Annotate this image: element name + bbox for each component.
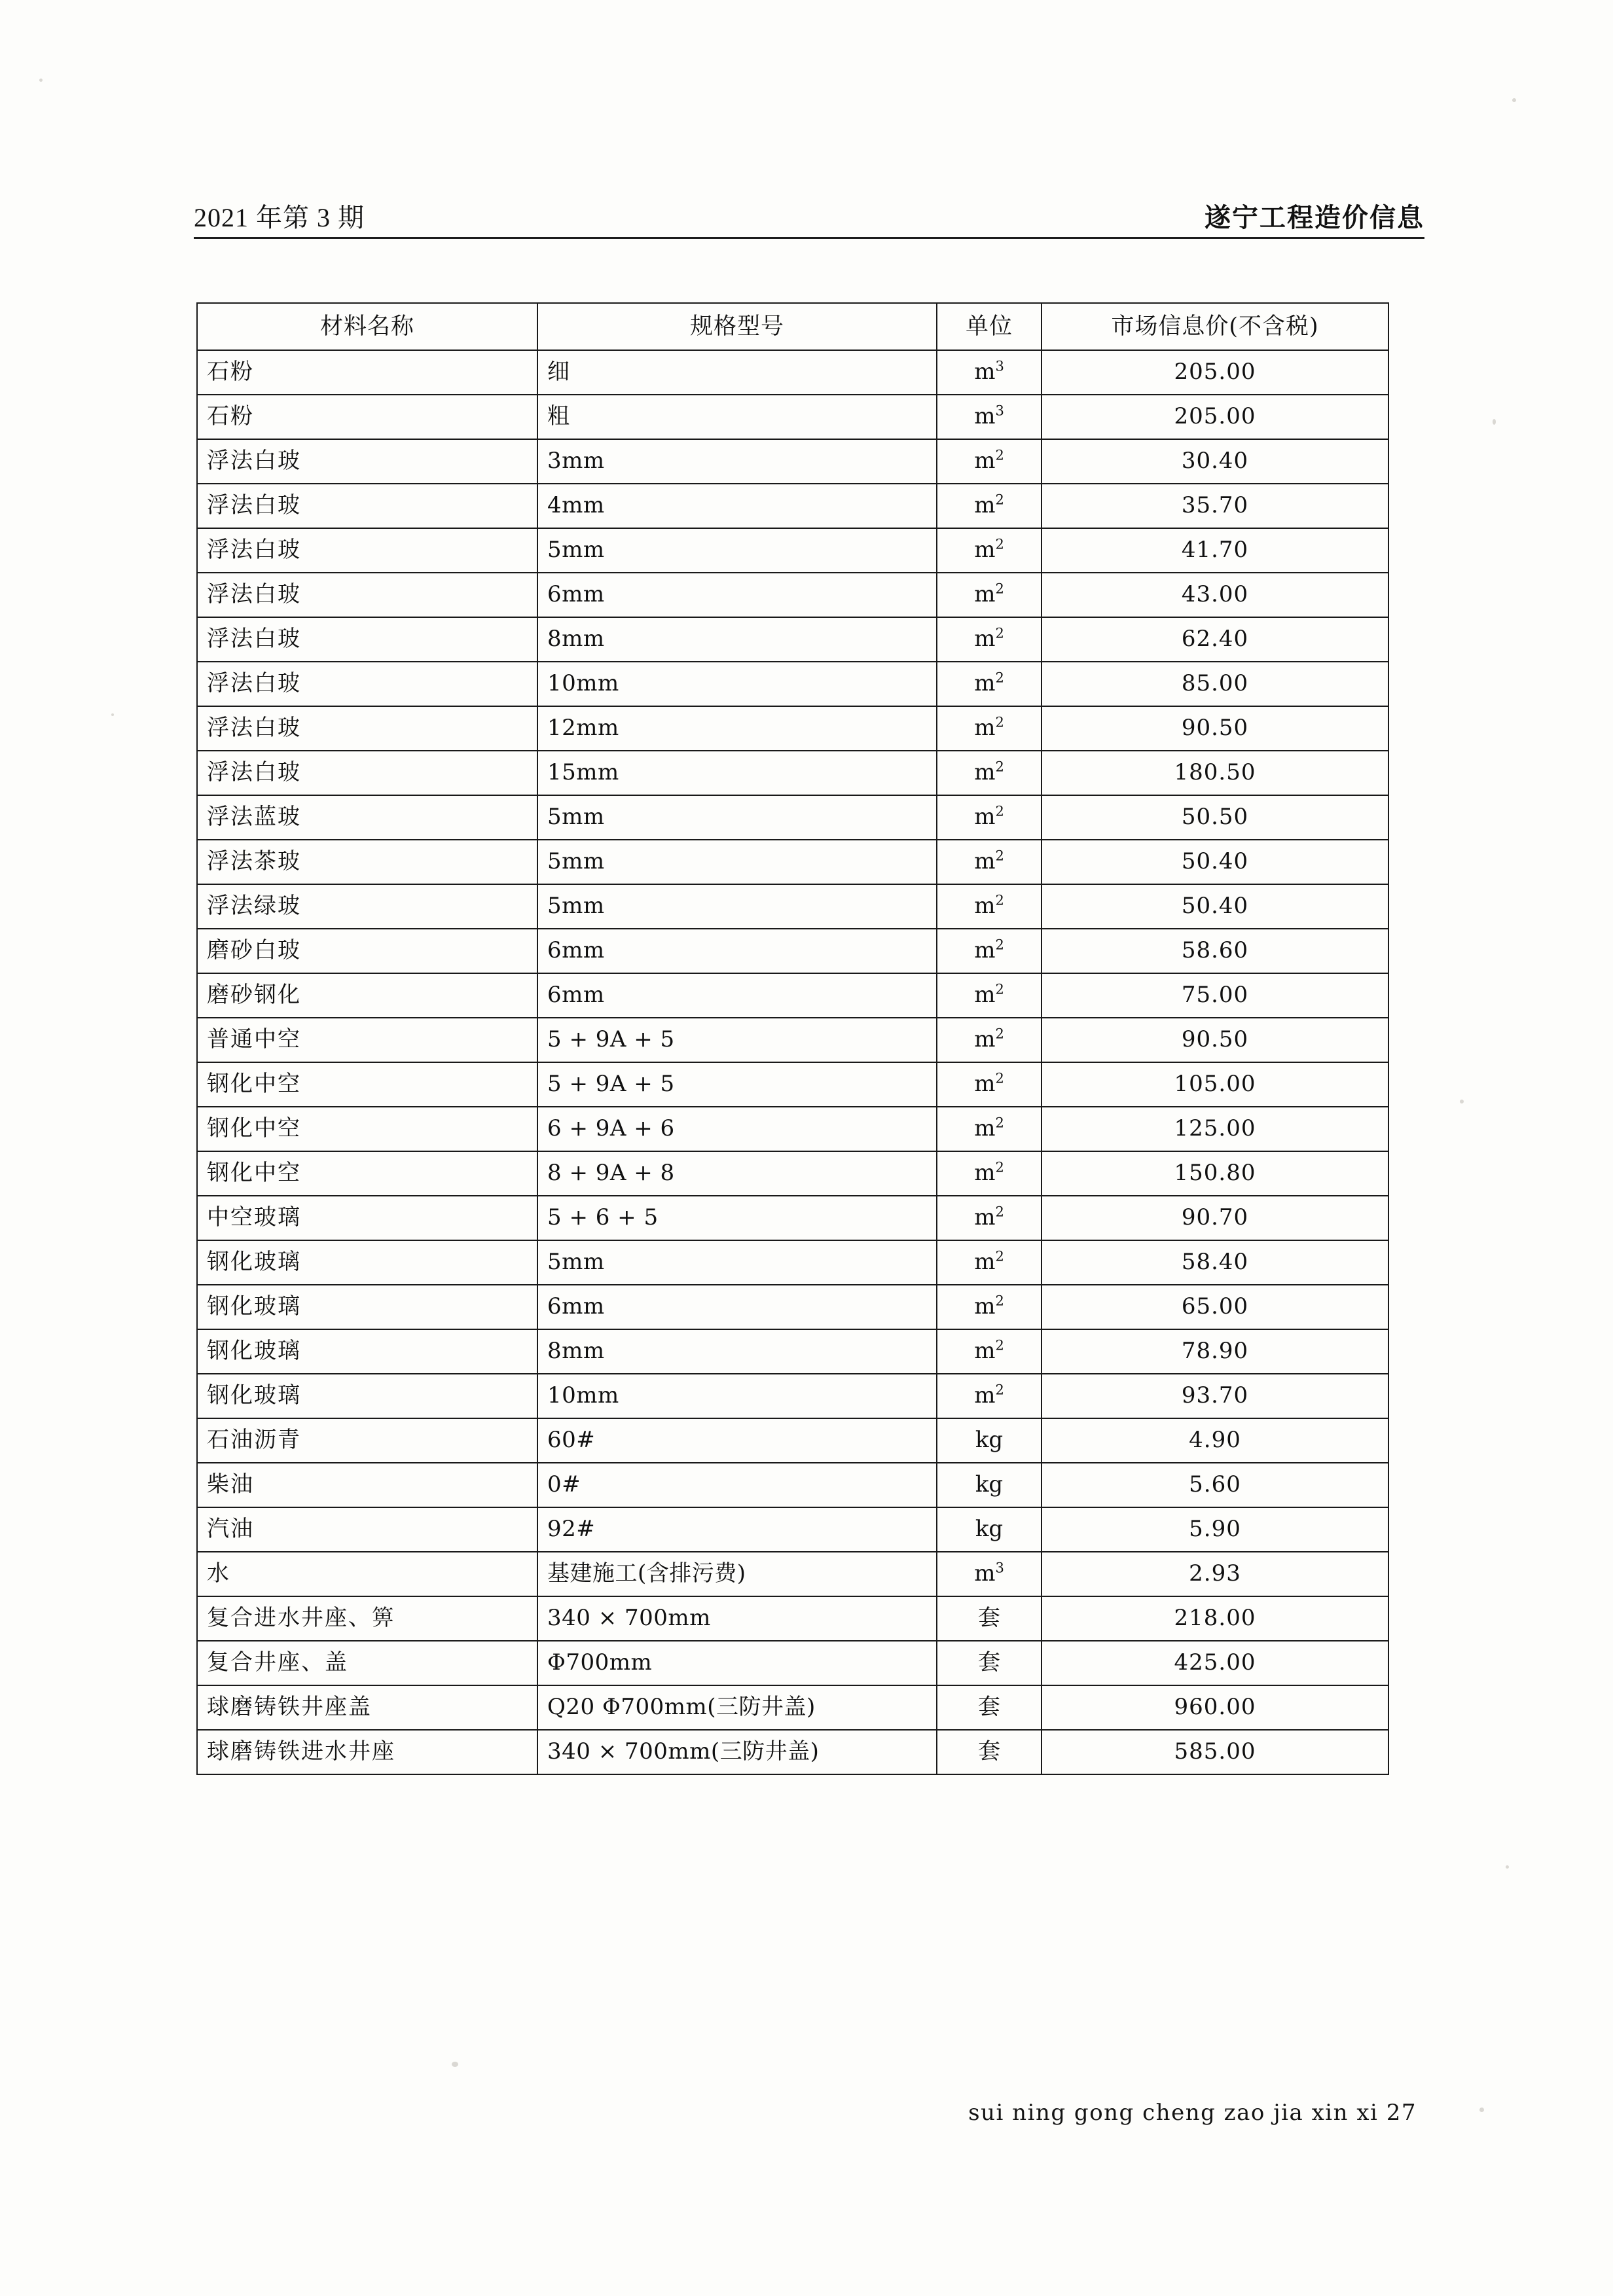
cell-material-name: 浮法白玻 xyxy=(197,751,537,795)
price-table xyxy=(196,302,1389,1775)
cell-unit: $m^3$ xyxy=(937,350,1042,395)
cell-material-name: 石粉 xyxy=(197,395,537,439)
cell-material-name: 球磨铸铁井座盖 xyxy=(197,1685,537,1730)
column-header-spec: 规格型号 xyxy=(537,303,937,350)
table-row xyxy=(197,706,1388,751)
cell-unit: $m^2$ xyxy=(937,662,1042,706)
unit-exponent: 2 xyxy=(995,1115,1004,1131)
table-row xyxy=(197,1685,1388,1730)
table-row xyxy=(197,395,1388,439)
cell-price: 35.70 xyxy=(1042,484,1388,528)
cell-specification: 15mm xyxy=(537,751,937,795)
cell-unit: kg xyxy=(937,1418,1042,1463)
table-row xyxy=(197,528,1388,573)
cell-material-name: 石油沥青 xyxy=(197,1418,537,1463)
table-row xyxy=(197,1151,1388,1196)
cell-price: 93.70 xyxy=(1042,1374,1388,1418)
cell-material-name: 普通中空 xyxy=(197,1018,537,1062)
unit-exponent: 2 xyxy=(995,536,1004,552)
cell-unit: 套 xyxy=(937,1596,1042,1641)
cell-price: 50.40 xyxy=(1042,840,1388,884)
cell-material-name: 磨砂钢化 xyxy=(197,973,537,1018)
cell-unit: $m^2$ xyxy=(937,1329,1042,1374)
scan-speck xyxy=(1493,419,1496,425)
cell-specification: 8mm xyxy=(537,617,937,662)
cell-unit: $m^2$ xyxy=(937,1285,1042,1329)
table-row xyxy=(197,1418,1388,1463)
unit-exponent: 2 xyxy=(995,981,1004,997)
cell-specification: 0# xyxy=(537,1463,937,1507)
table-row xyxy=(197,1730,1388,1774)
unit-exponent: 2 xyxy=(995,1204,1004,1220)
cell-material-name: 浮法白玻 xyxy=(197,439,537,484)
unit-exponent: 2 xyxy=(995,1159,1004,1175)
cell-unit: $m^2$ xyxy=(937,573,1042,617)
unit-exponent: 2 xyxy=(995,848,1004,864)
cell-material-name: 汽油 xyxy=(197,1507,537,1552)
cell-price: 180.50 xyxy=(1042,751,1388,795)
table-row xyxy=(197,573,1388,617)
unit-exponent: 3 xyxy=(995,358,1004,374)
unit-exponent: 2 xyxy=(995,1293,1004,1309)
table-row xyxy=(197,884,1388,929)
table-row xyxy=(197,1374,1388,1418)
cell-price: 90.70 xyxy=(1042,1196,1388,1240)
cell-specification: 5mm xyxy=(537,840,937,884)
unit-exponent: 2 xyxy=(995,892,1004,908)
cell-material-name: 浮法蓝玻 xyxy=(197,795,537,840)
table-row xyxy=(197,1596,1388,1641)
cell-material-name: 浮法白玻 xyxy=(197,706,537,751)
table-row xyxy=(197,350,1388,395)
cell-material-name: 球磨铸铁进水井座 xyxy=(197,1730,537,1774)
cell-price: 5.60 xyxy=(1042,1463,1388,1507)
cell-material-name: 钢化玻璃 xyxy=(197,1285,537,1329)
table-row xyxy=(197,1240,1388,1285)
cell-specification: 6mm xyxy=(537,1285,937,1329)
table-row xyxy=(197,1018,1388,1062)
cell-unit: $m^2$ xyxy=(937,795,1042,840)
scan-speck xyxy=(1512,98,1516,102)
cell-material-name: 石粉 xyxy=(197,350,537,395)
column-header-unit: 单位 xyxy=(937,303,1042,350)
cell-specification: 5mm xyxy=(537,1240,937,1285)
cell-unit: $m^2$ xyxy=(937,840,1042,884)
cell-specification: 10mm xyxy=(537,662,937,706)
cell-price: 58.40 xyxy=(1042,1240,1388,1285)
table-row xyxy=(197,929,1388,973)
price-table-wrapper xyxy=(196,302,1388,1775)
cell-unit: 套 xyxy=(937,1685,1042,1730)
unit-exponent: 2 xyxy=(995,1026,1004,1042)
cell-unit: 套 xyxy=(937,1641,1042,1685)
cell-specification: 5mm xyxy=(537,884,937,929)
cell-specification: 340 × 700mm(三防井盖) xyxy=(537,1730,937,1774)
cell-unit: $m^2$ xyxy=(937,528,1042,573)
cell-material-name: 浮法白玻 xyxy=(197,484,537,528)
cell-unit: $m^2$ xyxy=(937,617,1042,662)
cell-price: 30.40 xyxy=(1042,439,1388,484)
cell-specification: 6 + 9A + 6 xyxy=(537,1107,937,1151)
table-row xyxy=(197,1552,1388,1596)
unit-exponent: 2 xyxy=(995,937,1004,953)
column-header-name: 材料名称 xyxy=(197,303,537,350)
cell-unit: $m^2$ xyxy=(937,751,1042,795)
column-header-price: 市场信息价(不含税) xyxy=(1042,303,1388,350)
unit-exponent: 3 xyxy=(995,1560,1004,1576)
cell-unit: $m^2$ xyxy=(937,1107,1042,1151)
cell-unit: $m^2$ xyxy=(937,439,1042,484)
cell-price: 62.40 xyxy=(1042,617,1388,662)
unit-exponent: 2 xyxy=(995,1382,1004,1398)
cell-price: 425.00 xyxy=(1042,1641,1388,1685)
cell-price: 960.00 xyxy=(1042,1685,1388,1730)
cell-specification: 3mm xyxy=(537,439,937,484)
cell-price: 41.70 xyxy=(1042,528,1388,573)
cell-unit: $m^2$ xyxy=(937,1151,1042,1196)
cell-price: 43.00 xyxy=(1042,573,1388,617)
cell-material-name: 水 xyxy=(197,1552,537,1596)
cell-material-name: 浮法白玻 xyxy=(197,573,537,617)
cell-unit: $m^2$ xyxy=(937,1018,1042,1062)
cell-material-name: 浮法茶玻 xyxy=(197,840,537,884)
cell-unit: $m^2$ xyxy=(937,929,1042,973)
table-row xyxy=(197,439,1388,484)
cell-price: 585.00 xyxy=(1042,1730,1388,1774)
cell-specification: 基建施工(含排污费) xyxy=(537,1552,937,1596)
unit-exponent: 2 xyxy=(995,447,1004,463)
cell-unit: kg xyxy=(937,1507,1042,1552)
cell-specification: 340 × 700mm xyxy=(537,1596,937,1641)
cell-specification: 6mm xyxy=(537,573,937,617)
cell-price: 150.80 xyxy=(1042,1151,1388,1196)
cell-material-name: 磨砂白玻 xyxy=(197,929,537,973)
cell-unit: $m^2$ xyxy=(937,706,1042,751)
table-row xyxy=(197,1329,1388,1374)
cell-specification: 10mm xyxy=(537,1374,937,1418)
cell-material-name: 复合进水井座、箅 xyxy=(197,1596,537,1641)
cell-unit: $m^2$ xyxy=(937,1240,1042,1285)
cell-specification: 60# xyxy=(537,1418,937,1463)
table-row xyxy=(197,1107,1388,1151)
cell-specification: 5 + 9A + 5 xyxy=(537,1018,937,1062)
cell-material-name: 复合井座、盖 xyxy=(197,1641,537,1685)
cell-price: 2.93 xyxy=(1042,1552,1388,1596)
cell-price: 78.90 xyxy=(1042,1329,1388,1374)
cell-specification: 8 + 9A + 8 xyxy=(537,1151,937,1196)
cell-material-name: 柴油 xyxy=(197,1463,537,1507)
cell-price: 5.90 xyxy=(1042,1507,1388,1552)
cell-unit: kg xyxy=(937,1463,1042,1507)
table-body xyxy=(197,350,1388,1774)
cell-specification: 6mm xyxy=(537,973,937,1018)
cell-specification: Q20 Φ700mm(三防井盖) xyxy=(537,1685,937,1730)
cell-material-name: 钢化中空 xyxy=(197,1151,537,1196)
scan-speck xyxy=(111,713,114,716)
cell-unit: $m^3$ xyxy=(937,1552,1042,1596)
scan-speck xyxy=(39,79,43,82)
cell-specification: 5 + 6 + 5 xyxy=(537,1196,937,1240)
table-row xyxy=(197,484,1388,528)
unit-exponent: 2 xyxy=(995,714,1004,730)
table-row xyxy=(197,617,1388,662)
scan-speck xyxy=(452,2062,458,2067)
cell-specification: 粗 xyxy=(537,395,937,439)
unit-exponent: 2 xyxy=(995,625,1004,641)
cell-unit: $m^3$ xyxy=(937,395,1042,439)
table-row xyxy=(197,840,1388,884)
cell-price: 105.00 xyxy=(1042,1062,1388,1107)
cell-specification: 5mm xyxy=(537,795,937,840)
cell-material-name: 浮法白玻 xyxy=(197,662,537,706)
unit-exponent: 3 xyxy=(995,403,1004,419)
cell-material-name: 浮法白玻 xyxy=(197,528,537,573)
cell-price: 218.00 xyxy=(1042,1596,1388,1641)
cell-specification: 12mm xyxy=(537,706,937,751)
cell-material-name: 钢化玻璃 xyxy=(197,1240,537,1285)
cell-price: 58.60 xyxy=(1042,929,1388,973)
cell-price: 50.40 xyxy=(1042,884,1388,929)
unit-exponent: 2 xyxy=(995,492,1004,508)
unit-exponent: 2 xyxy=(995,1070,1004,1086)
cell-specification: 5mm xyxy=(537,528,937,573)
cell-material-name: 钢化玻璃 xyxy=(197,1374,537,1418)
table-row xyxy=(197,973,1388,1018)
cell-unit: 套 xyxy=(937,1730,1042,1774)
cell-unit: $m^2$ xyxy=(937,484,1042,528)
cell-price: 205.00 xyxy=(1042,350,1388,395)
cell-material-name: 钢化中空 xyxy=(197,1062,537,1107)
footer-text: sui ning gong cheng zao jia xin xi 27 xyxy=(968,2100,1417,2126)
cell-specification: 6mm xyxy=(537,929,937,973)
issue-label: 2021 年第 3 期 xyxy=(194,203,365,232)
cell-unit: $m^2$ xyxy=(937,973,1042,1018)
cell-price: 75.00 xyxy=(1042,973,1388,1018)
cell-price: 90.50 xyxy=(1042,1018,1388,1062)
table-row xyxy=(197,795,1388,840)
table-row xyxy=(197,1062,1388,1107)
cell-price: 65.00 xyxy=(1042,1285,1388,1329)
unit-exponent: 2 xyxy=(995,1337,1004,1354)
cell-unit: $m^2$ xyxy=(937,1196,1042,1240)
table-row xyxy=(197,662,1388,706)
unit-exponent: 2 xyxy=(995,759,1004,775)
cell-price: 125.00 xyxy=(1042,1107,1388,1151)
cell-price: 85.00 xyxy=(1042,662,1388,706)
table-header-row xyxy=(197,303,1388,350)
unit-exponent: 2 xyxy=(995,803,1004,819)
cell-price: 50.50 xyxy=(1042,795,1388,840)
cell-material-name: 钢化中空 xyxy=(197,1107,537,1151)
cell-material-name: 中空玻璃 xyxy=(197,1196,537,1240)
unit-exponent: 2 xyxy=(995,1248,1004,1265)
cell-unit: $m^2$ xyxy=(937,1062,1042,1107)
cell-material-name: 钢化玻璃 xyxy=(197,1329,537,1374)
table-row xyxy=(197,1196,1388,1240)
table-row xyxy=(197,1285,1388,1329)
cell-specification: 4mm xyxy=(537,484,937,528)
unit-exponent: 2 xyxy=(995,581,1004,597)
cell-specification: Φ700mm xyxy=(537,1641,937,1685)
page-footer xyxy=(0,2100,1613,2126)
cell-price: 4.90 xyxy=(1042,1418,1388,1463)
cell-specification: 细 xyxy=(537,350,937,395)
cell-material-name: 浮法白玻 xyxy=(197,617,537,662)
scan-speck xyxy=(1506,1865,1509,1869)
cell-specification: 5 + 9A + 5 xyxy=(537,1062,937,1107)
publication-title: 遂宁工程造价信息 xyxy=(1205,202,1424,233)
cell-specification: 92# xyxy=(537,1507,937,1552)
cell-material-name: 浮法绿玻 xyxy=(197,884,537,929)
unit-exponent: 2 xyxy=(995,670,1004,686)
table-row xyxy=(197,1507,1388,1552)
table-row xyxy=(197,1641,1388,1685)
cell-unit: $m^2$ xyxy=(937,884,1042,929)
table-row xyxy=(197,751,1388,795)
cell-price: 205.00 xyxy=(1042,395,1388,439)
cell-specification: 8mm xyxy=(537,1329,937,1374)
table-row xyxy=(197,1463,1388,1507)
cell-unit: $m^2$ xyxy=(937,1374,1042,1418)
scan-speck xyxy=(1460,1100,1464,1103)
page-header xyxy=(194,196,1424,242)
cell-price: 90.50 xyxy=(1042,706,1388,751)
